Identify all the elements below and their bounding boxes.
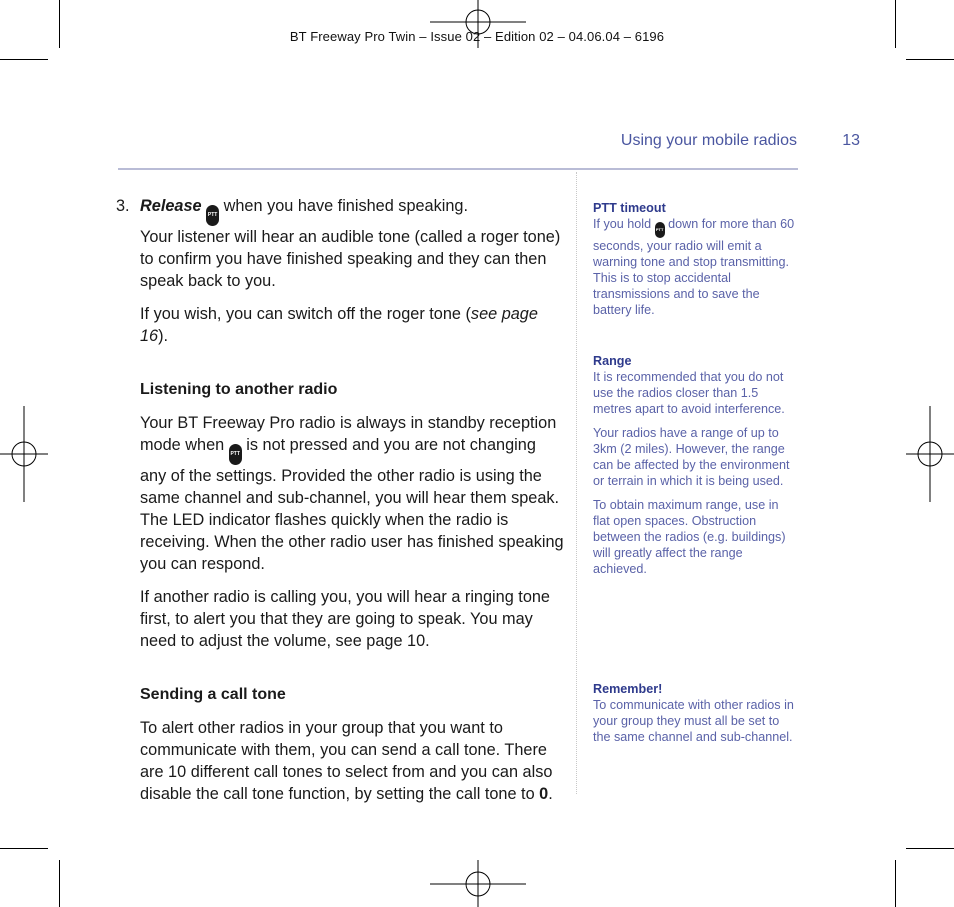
- sidebar-title: PTT timeout: [593, 201, 666, 215]
- sidebar-text: Your radios have a range of up to 3km (2 miles). However, the range can be affected by the environment or terrain in which it is being used.: [593, 426, 790, 488]
- sidebar-ptt-timeout: [593, 200, 798, 318]
- step-3-instruction: Release PTT when you have finished speaking.: [140, 195, 565, 226]
- listening-paragraph-2: If another radio is calling you, you will hear a ringing tone first, to alert you that they are going to speak. You may need to adjust the volume, see page 10.: [140, 588, 550, 650]
- main-column: [116, 195, 565, 805]
- crop-mark: [0, 59, 48, 60]
- ptt-button-icon: PTT: [655, 222, 665, 238]
- listening-paragraph-1: Your BT Freeway Pro radio is always in standby reception mode when PTT is not pressed and you are not changing any of the settings. Provided the other radio is using the same channel and sub-channel, you will hear them speak. The LED indicator flashes quickly when the radio is receiving. When the other radio user has finished speaking you can respond.: [140, 414, 564, 573]
- sidebar-range: [593, 353, 798, 577]
- step-3: [116, 195, 565, 292]
- registration-mark-right: [906, 406, 954, 502]
- sidebar-text: It is recommended that you do not use the radios closer than 1.5 metres apart to avoid interference.: [593, 370, 785, 416]
- step-3-description: Your listener will hear an audible tone (called a roger tone) to confirm you have finished speaking and they can then speak back to you.: [140, 228, 561, 290]
- sidebar-text: If you hold PTT down for more than 60 seconds, your radio will emit a warning tone and stop transmitting. This is to stop accidental transmissions and to save the battery life.: [593, 217, 795, 317]
- sidebar-remember: [593, 681, 798, 745]
- sidebar-text: To obtain maximum range, use in flat open spaces. Obstruction between the radios (e.g. buildings) will greatly affect the range achieved.: [593, 498, 786, 576]
- sidebar-text: To communicate with other radios in your group they must all be set to the same channel and sub-channel.: [593, 698, 794, 744]
- print-slug: BT Freeway Pro Twin – Issue 02 – Edition 02 – 04.06.04 – 6196: [289, 29, 665, 44]
- crop-mark: [59, 860, 60, 907]
- ptt-button-icon: PTT: [229, 444, 242, 465]
- crop-mark: [906, 848, 954, 849]
- ptt-button-icon: PTT: [206, 205, 219, 226]
- sidebar-title: Remember!: [593, 682, 663, 696]
- crop-mark: [0, 848, 48, 849]
- header-rule: [118, 168, 798, 170]
- release-emphasis: Release: [140, 197, 202, 215]
- page-number: 13: [842, 132, 860, 149]
- call-tone-heading: Sending a call tone: [140, 686, 286, 703]
- crop-mark: [906, 59, 954, 60]
- listening-heading: Listening to another radio: [140, 381, 338, 398]
- roger-tone-note: If you wish, you can switch off the roger tone (see page 16).: [140, 305, 538, 345]
- step-number: 3.: [116, 197, 130, 215]
- sidebar-title: Range: [593, 354, 632, 368]
- column-divider: [576, 172, 577, 794]
- registration-mark-bottom: [430, 860, 526, 907]
- call-tone-paragraph: To alert other radios in your group that you want to communicate with them, you can send a call tone. There are 10 different call tones to select from and you can also disable the call tone function, by setting the call tone to 0.: [140, 719, 553, 803]
- section-title: Using your mobile radios: [620, 132, 797, 149]
- registration-mark-left: [0, 406, 48, 502]
- page-reference-link: see page 16: [140, 305, 538, 345]
- crop-mark: [895, 860, 896, 907]
